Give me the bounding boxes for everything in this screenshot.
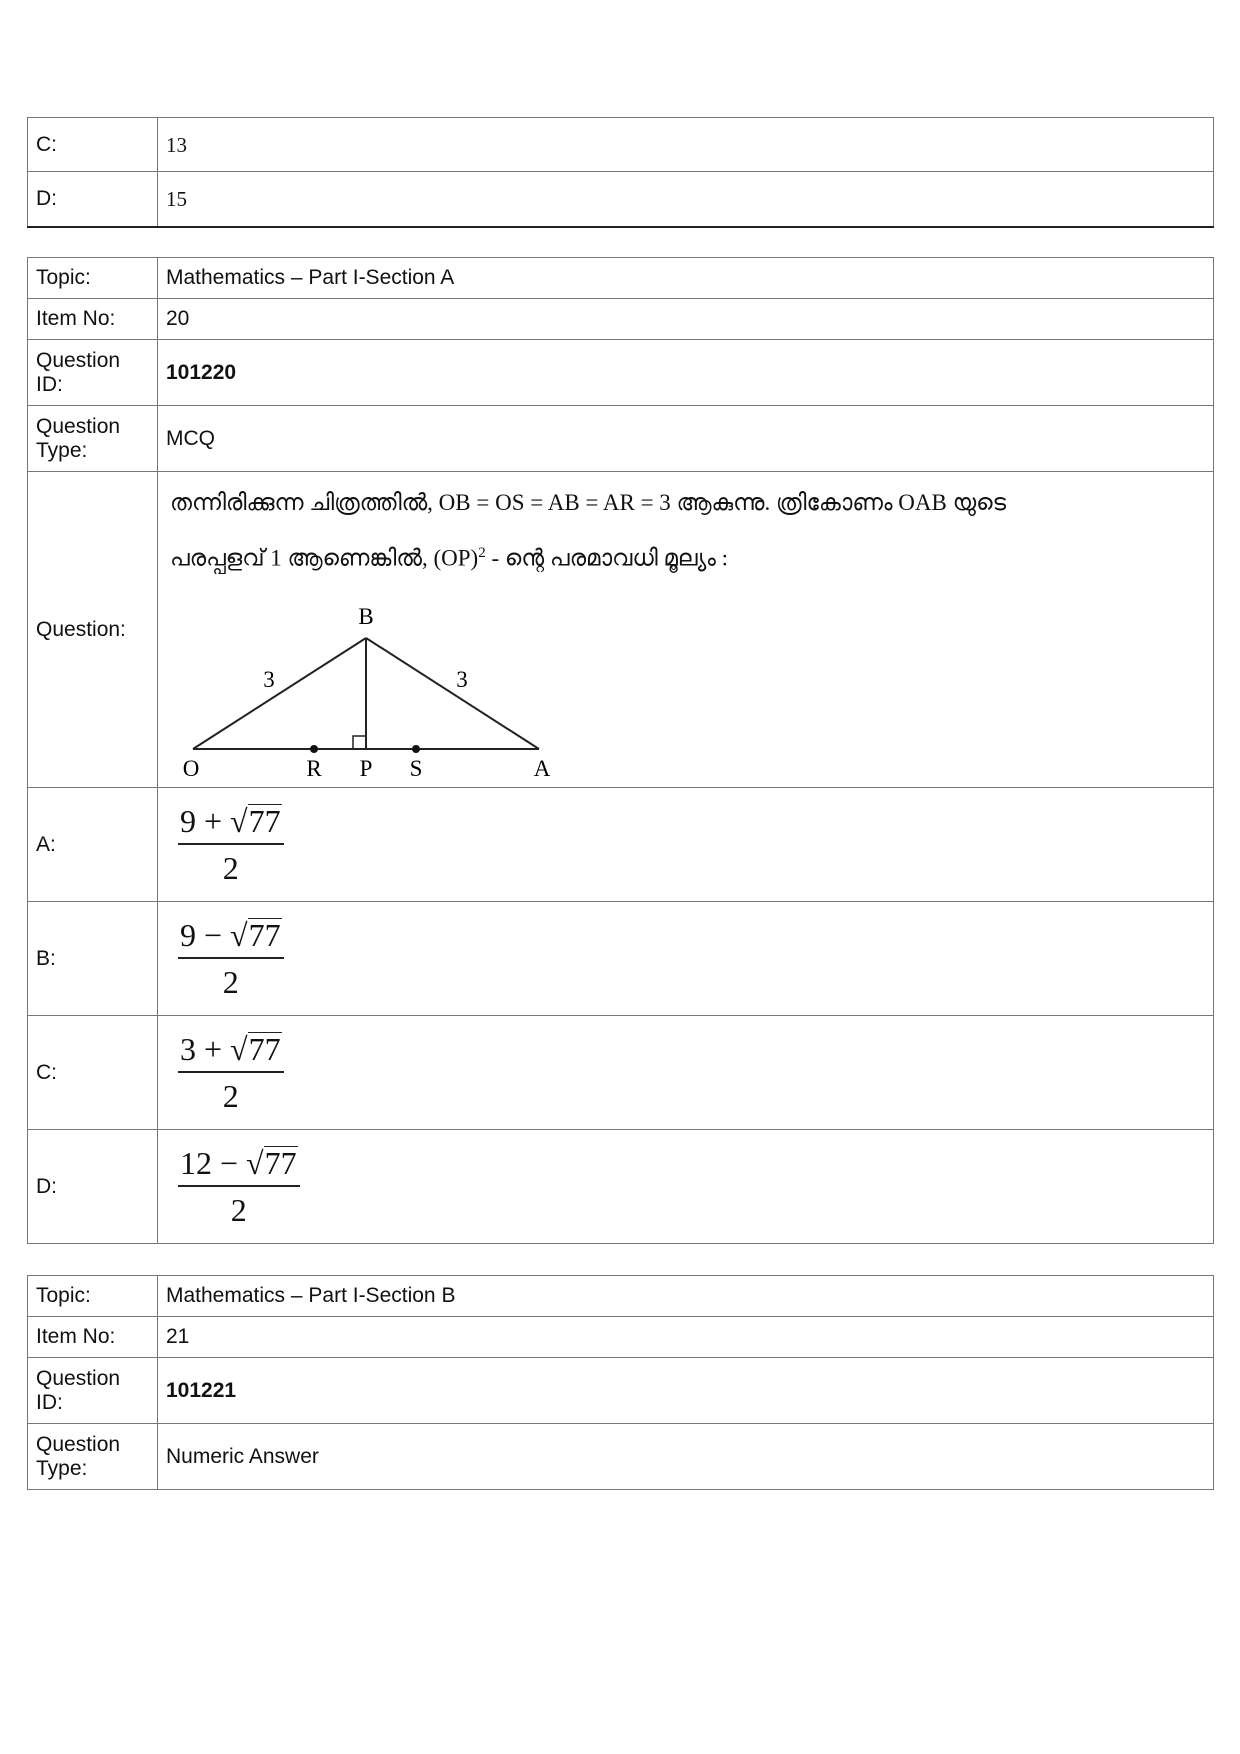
question-type-value: Numeric Answer (158, 1424, 1214, 1490)
fraction-numerator: 9 + √77 (178, 802, 284, 845)
square-root: √77 (230, 803, 281, 839)
option-row-b (28, 902, 1214, 1016)
fraction (178, 1144, 300, 1229)
question-text-line-2a: പരപ്പളവ് 1 ആണെങ്കിൽ, (OP) (170, 545, 479, 571)
question-id-label: Question ID: (28, 1358, 158, 1424)
question-row (28, 472, 1214, 788)
question-table-item-20 (27, 257, 1214, 1244)
option-value: 15 (158, 172, 1214, 227)
option-row-c (28, 118, 1214, 172)
option-label: D: (28, 172, 158, 227)
option-row-d (28, 1130, 1214, 1244)
topic-label: Topic: (28, 258, 158, 299)
question-type-row (28, 1424, 1214, 1490)
question-table-item-21 (27, 1275, 1214, 1490)
question-body (158, 472, 1214, 788)
point-s-dot (412, 745, 420, 753)
item-no-value: 20 (158, 299, 1214, 340)
question-text-line-1: തന്നിരിക്കുന്ന ചിത്രത്തിൽ, OB = OS = AB = AR = 3 ആകുന്നു. ത്രികോണം OAB യുടെ (170, 490, 1007, 515)
question-text (166, 472, 1205, 584)
label-side-ba: 3 (456, 666, 468, 692)
option-value (158, 1130, 1214, 1244)
fraction (178, 802, 284, 887)
fraction-denominator: 2 (222, 1078, 239, 1114)
topic-label: Topic: (28, 1276, 158, 1317)
option-label: C: (28, 1016, 158, 1130)
fraction-denominator: 2 (222, 964, 239, 1000)
option-value (158, 788, 1214, 902)
item-no-row (28, 1317, 1214, 1358)
question-id-label: Question ID: (28, 340, 158, 406)
question-exponent: 2 (478, 545, 486, 561)
option-value (158, 1016, 1214, 1130)
side-ob (193, 638, 366, 749)
label-point-p: P (359, 755, 373, 781)
option-value (158, 902, 1214, 1016)
option-row-a (28, 788, 1214, 902)
option-label: D: (28, 1130, 158, 1244)
side-ba (366, 638, 539, 749)
question-type-label: Question Type: (28, 406, 158, 472)
triangle-figure (171, 584, 591, 784)
option-label: C: (28, 118, 158, 172)
label-point-b: B (358, 603, 374, 629)
square-root: √77 (230, 917, 281, 953)
item-no-value: 21 (158, 1317, 1214, 1358)
question-id-value: 101221 (158, 1358, 1214, 1424)
fraction-denominator: 2 (230, 1192, 247, 1228)
fraction-numerator: 9 − √77 (178, 916, 284, 959)
fraction-numerator: 3 + √77 (178, 1030, 284, 1073)
question-type-row (28, 406, 1214, 472)
square-root: √77 (246, 1145, 297, 1181)
question-id-row (28, 340, 1214, 406)
label-point-r: R (306, 755, 322, 781)
question-type-label: Question Type: (28, 1424, 158, 1490)
item-no-row (28, 299, 1214, 340)
label-point-a: A (533, 755, 551, 781)
option-row-d (28, 172, 1214, 227)
point-r-dot (310, 745, 318, 753)
option-row-c (28, 1016, 1214, 1130)
item-no-label: Item No: (28, 1317, 158, 1358)
item-no-label: Item No: (28, 299, 158, 340)
label-side-ob: 3 (263, 666, 275, 692)
question-id-row (28, 1358, 1214, 1424)
right-angle-marker (353, 736, 366, 749)
option-label: B: (28, 902, 158, 1016)
fraction (178, 916, 284, 1001)
options-continuation-table (27, 117, 1214, 228)
topic-value: Mathematics – Part I-Section A (158, 258, 1214, 299)
label-point-o: O (182, 755, 200, 781)
topic-row (28, 258, 1214, 299)
fraction-numerator: 12 − √77 (178, 1144, 300, 1187)
question-id-value: 101220 (158, 340, 1214, 406)
fraction (178, 1030, 284, 1115)
question-text-line-2b: - ന്റെ പരമാവധി മൂല്യം : (485, 545, 729, 571)
topic-row (28, 1276, 1214, 1317)
square-root: √77 (230, 1031, 281, 1067)
question-label: Question: (28, 472, 158, 788)
label-point-s: S (409, 755, 423, 781)
option-label: A: (28, 788, 158, 902)
option-value: 13 (158, 118, 1214, 172)
question-type-value: MCQ (158, 406, 1214, 472)
fraction-denominator: 2 (222, 850, 239, 886)
topic-value: Mathematics – Part I-Section B (158, 1276, 1214, 1317)
